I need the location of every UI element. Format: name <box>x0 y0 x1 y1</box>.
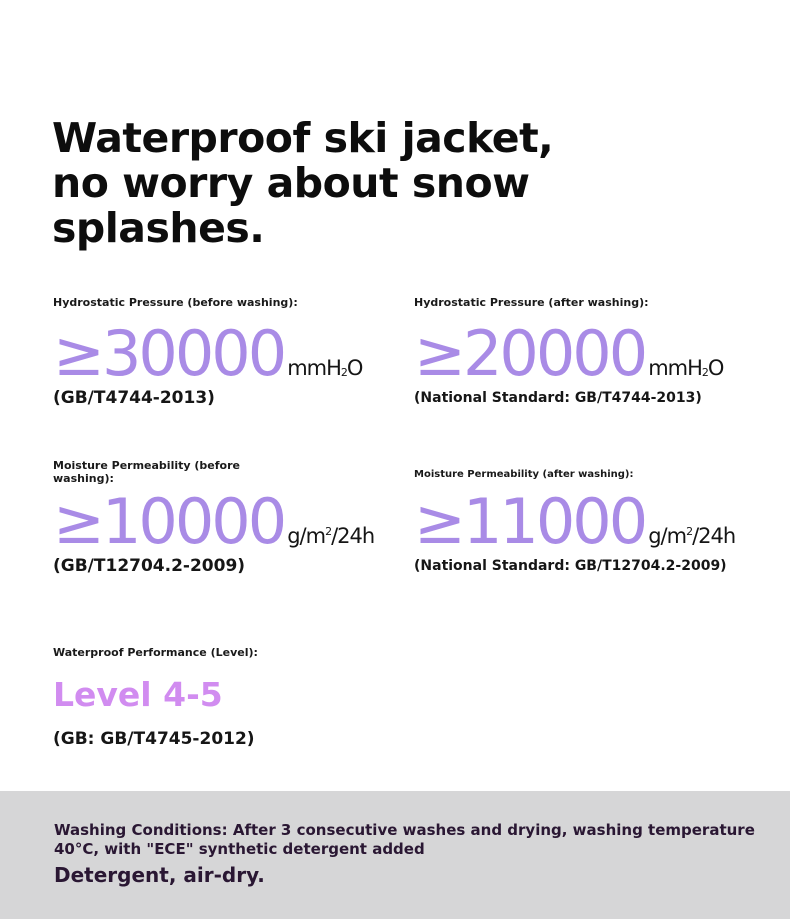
spec-value-row <box>414 485 736 558</box>
care-method-text: Detergent, air-dry. <box>54 863 265 887</box>
spec-label: Hydrostatic Pressure (after washing): <box>414 296 649 309</box>
level-value: Level 4-5 <box>53 675 223 714</box>
spec-standard: (GB: GB/T4745-2012) <box>53 729 255 749</box>
spec-standard: (GB/T12704.2-2009) <box>53 556 246 576</box>
washing-conditions-text: Washing Conditions: After 3 consecutive washes and drying, washing temperature 40°C, with "ECE" synthetic detergent added <box>54 821 755 858</box>
spec-moisture-after <box>414 468 735 574</box>
spec-value: ≥11000 <box>414 485 646 558</box>
headline: Waterproof ski jacket, no worry about snow splashes. <box>52 114 554 252</box>
spec-standard: (National Standard: GB/T4744-2013) <box>414 390 702 406</box>
spec-label: Waterproof Performance (Level): <box>53 646 258 659</box>
spec-waterproof-level <box>53 646 258 749</box>
spec-value: ≥10000 <box>53 485 285 558</box>
spec-value: ≥30000 <box>53 317 285 390</box>
spec-unit: $g/m^2/24h$ <box>648 524 736 548</box>
spec-standard: (National Standard: GB/T12704.2-2009) <box>414 558 727 574</box>
spec-standard: (GB/T4744-2013) <box>53 388 215 408</box>
spec-label: Hydrostatic Pressure (before washing): <box>53 296 298 309</box>
spec-value-row <box>414 317 724 390</box>
spec-unit: mmH$_2$O <box>287 356 363 380</box>
spec-value: ≥20000 <box>414 317 646 390</box>
spec-hydrostatic-after <box>414 296 723 406</box>
spec-unit: mmH$_2$O <box>648 356 724 380</box>
spec-unit: $g/m^2/24h$ <box>287 524 375 548</box>
spec-label: Moisture Permeability (after washing): <box>414 469 634 480</box>
spec-value-row <box>53 317 363 390</box>
spec-value-row <box>53 485 375 558</box>
washing-conditions-panel <box>0 791 790 919</box>
spec-hydrostatic-before <box>53 296 362 408</box>
spec-moisture-before <box>53 459 375 576</box>
spec-label: Moisture Permeability (before washing): <box>53 459 240 485</box>
